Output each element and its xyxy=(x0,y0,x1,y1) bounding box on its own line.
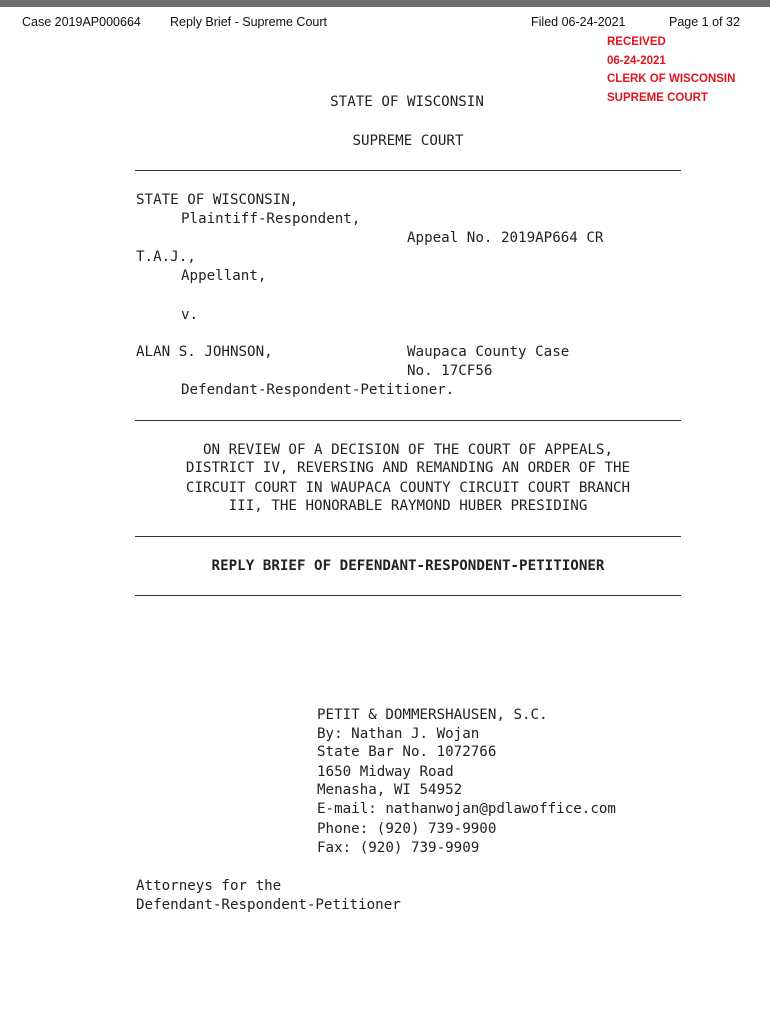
review-line: ON REVIEW OF A DECISION OF THE COURT OF APPEALS, xyxy=(203,442,613,458)
divider xyxy=(135,536,681,537)
attorneys-for-line: Attorneys for the xyxy=(136,878,282,894)
county-case: Waupaca County Case xyxy=(407,344,570,360)
court-name: SUPREME COURT xyxy=(352,133,464,149)
bar-number: State Bar No. 1072766 xyxy=(317,744,497,760)
party-johnson-role: Defendant-Respondent-Petitioner. xyxy=(181,382,455,398)
attorney-name: By: Nathan J. Wojan xyxy=(317,726,480,742)
court-state: STATE OF WISCONSIN xyxy=(330,94,484,110)
versus: v. xyxy=(181,307,199,323)
stamp-received: RECEIVED xyxy=(607,36,666,48)
review-line: DISTRICT IV, REVERSING AND REMANDING AN ORDER OF THE xyxy=(185,460,631,476)
party-state: STATE OF WISCONSIN, xyxy=(136,192,299,208)
phone-number: Phone: (920) 739-9900 xyxy=(317,821,497,837)
attorneys-for-party: Defendant-Respondent-Petitioner xyxy=(136,897,401,913)
fax-number: Fax: (920) 739-9909 xyxy=(317,840,480,856)
county-case-number: No. 17CF56 xyxy=(407,363,493,379)
stamp-court: SUPREME COURT xyxy=(607,92,708,104)
document-title: Reply Brief - Supreme Court xyxy=(170,15,328,29)
party-taj-role: Appellant, xyxy=(181,268,267,284)
review-line: III, THE HONORABLE RAYMOND HUBER PRESIDING xyxy=(228,498,588,514)
divider xyxy=(135,420,681,421)
appeal-number: Appeal No. 2019AP664 CR xyxy=(407,230,604,246)
filed-date: Filed 06-24-2021 xyxy=(531,15,626,29)
city-address: Menasha, WI 54952 xyxy=(317,782,463,798)
party-state-role: Plaintiff-Respondent, xyxy=(181,211,361,227)
party-johnson: ALAN S. JOHNSON, xyxy=(136,344,273,360)
top-border xyxy=(0,0,770,7)
brief-title: REPLY BRIEF OF DEFENDANT-RESPONDENT-PETITIONER xyxy=(211,558,605,574)
stamp-clerk: CLERK OF WISCONSIN xyxy=(607,73,736,85)
case-number: Case 2019AP000664 xyxy=(22,15,141,29)
stamp-date: 06-24-2021 xyxy=(607,55,666,67)
page-number: Page 1 of 32 xyxy=(669,15,740,29)
review-line: CIRCUIT COURT IN WAUPACA COUNTY CIRCUIT COURT BRANCH xyxy=(185,480,631,496)
divider xyxy=(135,595,681,596)
party-taj: T.A.J., xyxy=(136,249,196,265)
divider xyxy=(135,170,681,171)
email-address: E-mail: nathanwojan@pdlawoffice.com xyxy=(317,801,616,817)
street-address: 1650 Midway Road xyxy=(317,764,454,780)
law-firm: PETIT & DOMMERSHAUSEN, S.C. xyxy=(317,707,548,723)
